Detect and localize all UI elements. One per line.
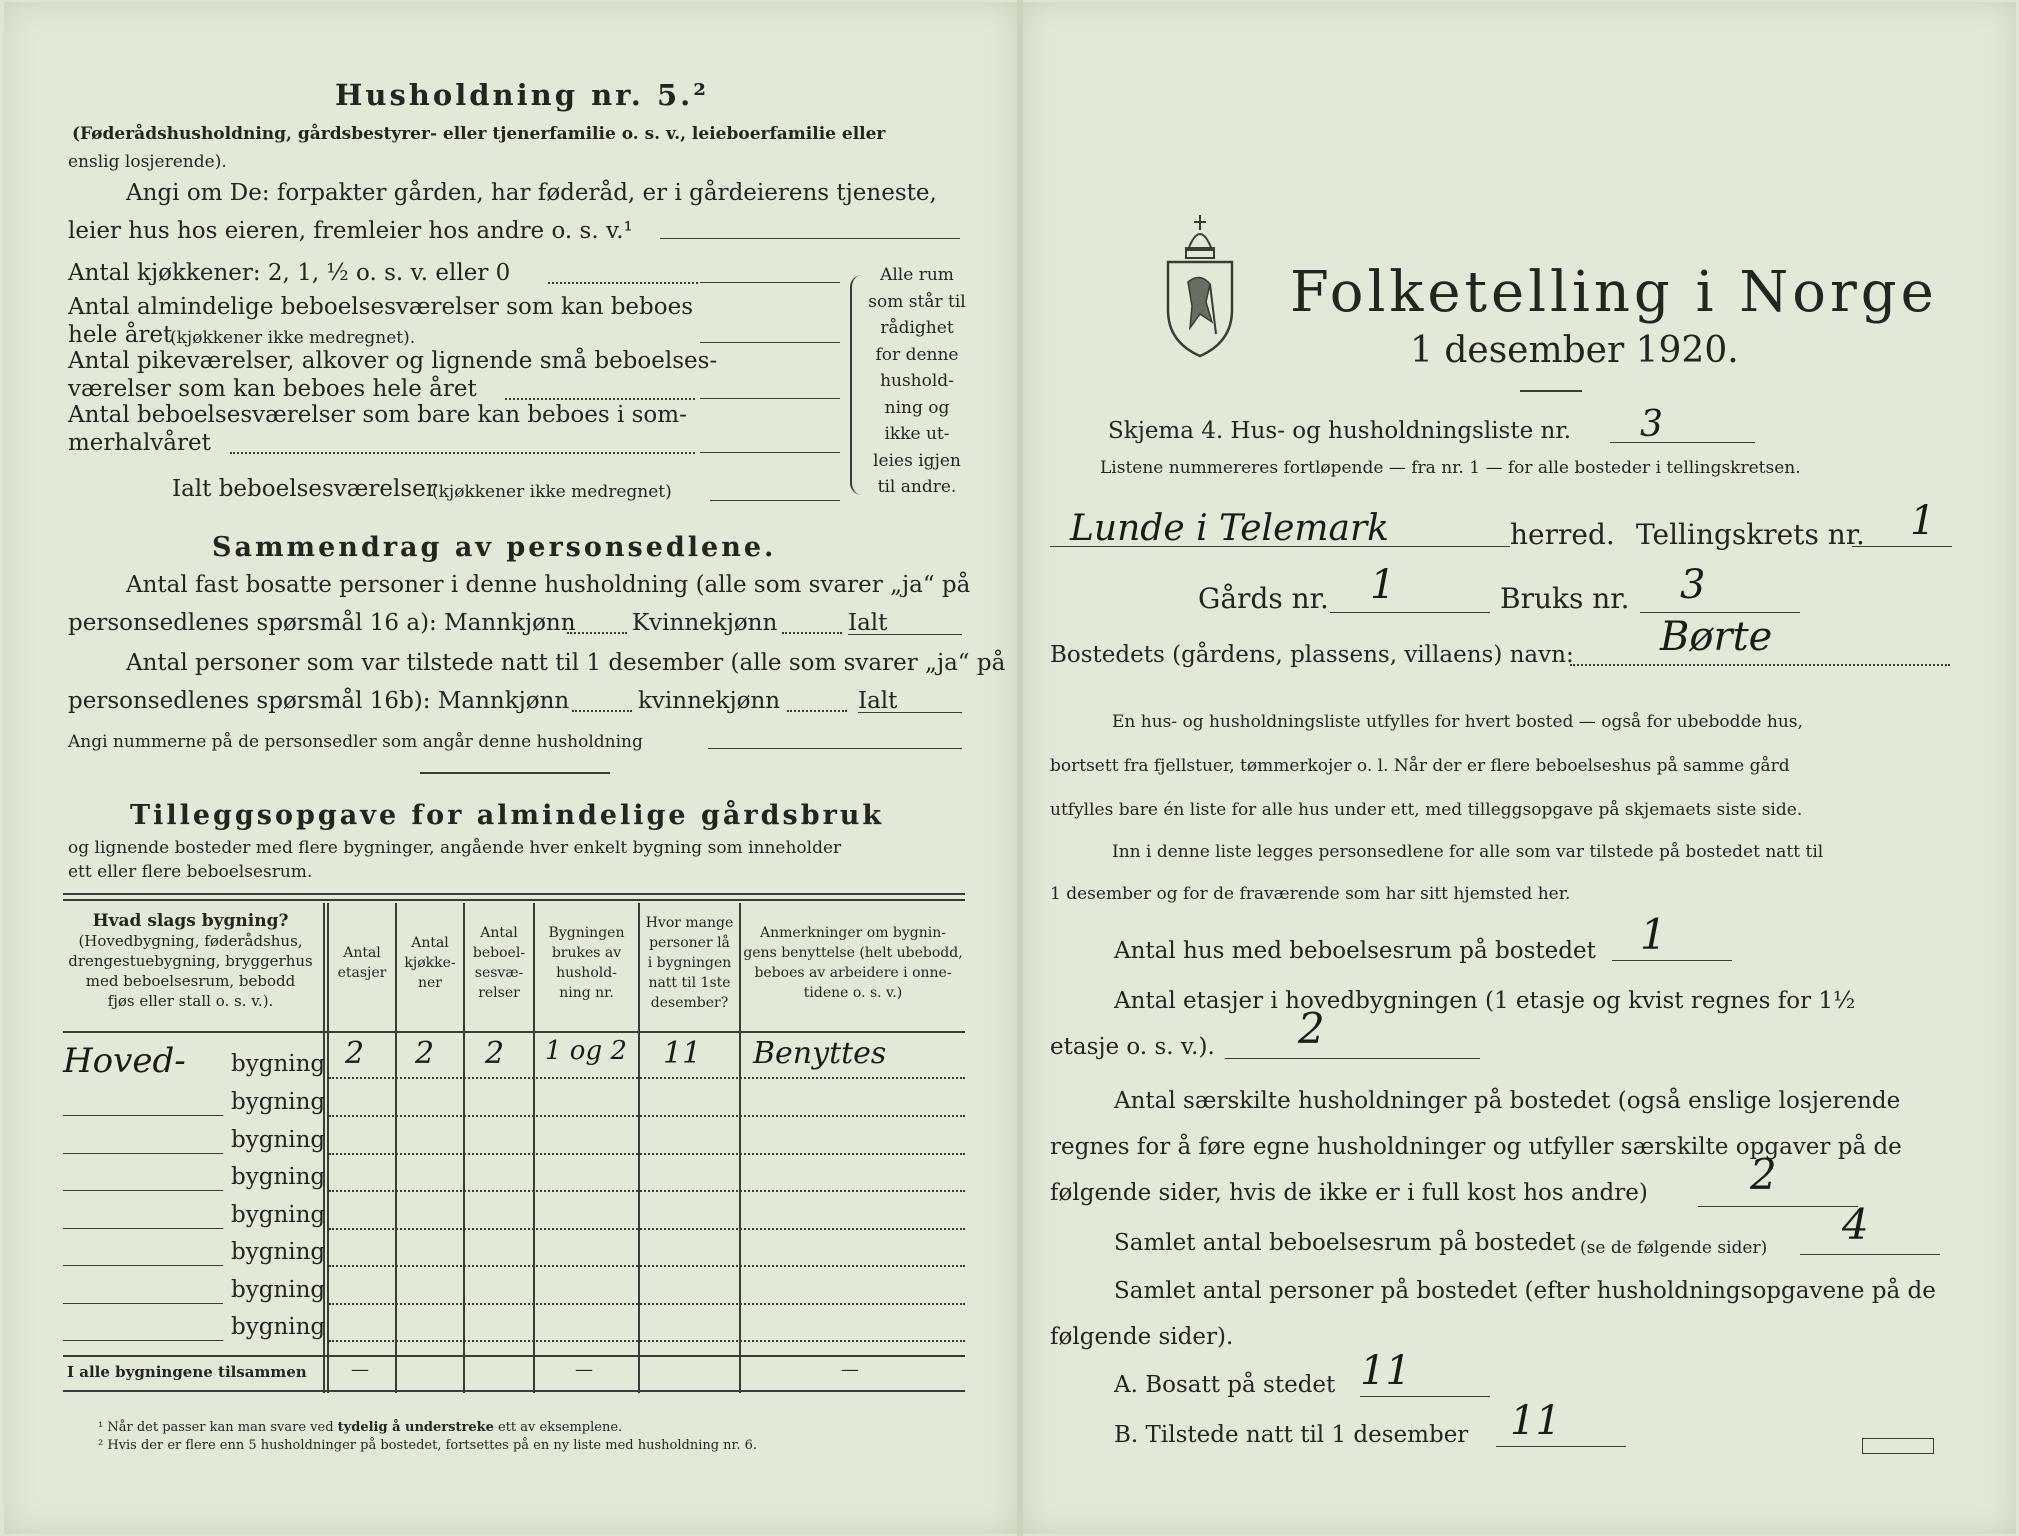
header-kitchens	[397, 933, 463, 993]
small-rooms-label: Antal pikeværelser, alkover og lignende små beboelses-	[68, 348, 718, 374]
header-text: relser	[478, 985, 520, 1001]
row1-remarks: Benyttes	[753, 1036, 887, 1071]
table-top-rule-2	[63, 899, 965, 901]
table-total-label: I alle bygningene tilsammen	[67, 1363, 307, 1381]
row-label: bygning	[231, 1089, 326, 1115]
supplement-line-2: ett eller flere beboelsesrum.	[68, 862, 313, 882]
summary-female-label: Kvinnekjønn	[632, 610, 778, 636]
header-text: ning nr.	[559, 985, 614, 1001]
header-floors	[329, 943, 395, 983]
summer-rooms-label: Antal beboelsesværelser som bare kan beboes i som-	[68, 402, 687, 428]
header-text: Hvad slags bygning?	[92, 911, 289, 931]
angi-line-1: Angi om De: forpakter gården, har føderåd, er i gårdeierens tjeneste,	[126, 180, 937, 206]
present-female-dots	[787, 710, 847, 712]
krets-line	[1852, 546, 1952, 547]
row-label: bygning	[231, 1127, 326, 1153]
row-dot-line	[329, 1153, 965, 1155]
row-name-line	[63, 1115, 223, 1116]
side-note-line: til andre.	[877, 477, 957, 497]
total-rooms-answer-line	[710, 500, 840, 501]
table-bottom-rule	[63, 1390, 965, 1392]
instruction-3: utfylles bare én liste for alle hus under ett, med tilleggsopgave på skjemaets siste side.	[1050, 800, 1803, 820]
supplement-line-1: og lignende bosteder med flere bygninger, angående hver enkelt bygning som inneholder	[68, 838, 842, 858]
instruction-5: 1 desember og for de fraværende som har sitt hjemsted her.	[1050, 884, 1571, 904]
header-text: personer lå	[649, 935, 730, 951]
row-label: bygning	[231, 1314, 326, 1340]
bosted-label: Bostedets (gårdens, plassens, villaens) navn:	[1050, 642, 1574, 668]
side-note	[862, 262, 972, 501]
houses-value: 1	[1640, 910, 1667, 959]
header-text: med beboelsesrum, bebodd	[85, 972, 296, 990]
summary-line-1: Antal fast bosatte personer i denne husholdning (alle som svarer „ja“ på	[126, 572, 971, 598]
header-text: Antal	[480, 925, 518, 941]
footnote-1-end: ett av eksemplene.	[498, 1420, 623, 1435]
present-male-dots	[572, 710, 632, 712]
row1-kitchens: 2	[415, 1036, 435, 1071]
schema-number-line	[1610, 442, 1755, 443]
building-table	[63, 893, 965, 1393]
rooms-label: Antal almindelige beboelsesværelser som kan beboes	[68, 294, 694, 320]
side-note-line: leies igjen	[873, 450, 961, 471]
bruks-label: Bruks nr.	[1500, 582, 1630, 615]
header-text: tidene o. s. v.)	[803, 985, 903, 1001]
gards-line	[1330, 612, 1490, 613]
header-text: gens benyttelse (helt ubebodd,	[743, 945, 963, 961]
schema-label: Skjema 4. Hus- og husholdningsliste nr.	[1108, 418, 1572, 444]
header-text: hushold-	[556, 965, 617, 981]
floors-label: Antal etasjer i hovedbygningen (1 etasje og kvist regnes for 1½	[1114, 988, 1856, 1014]
side-brace	[850, 275, 862, 495]
rooms-total-line	[1800, 1254, 1940, 1255]
rooms-answer-line	[700, 342, 840, 343]
row-dot-line	[329, 1190, 965, 1192]
header-text: drengestuebygning, bryggerhus	[68, 952, 313, 970]
rooms-total-note: (se de følgende sider)	[1580, 1238, 1768, 1258]
footnote-1	[98, 1420, 622, 1435]
bruks-number: 3	[1680, 562, 1706, 608]
instruction-1: En hus- og husholdningsliste utfylles for hvert bosted — også for ubebodde hus,	[1112, 712, 1803, 732]
houses-line	[1612, 960, 1732, 961]
households-value: 2	[1750, 1150, 1777, 1199]
summer-rooms-dots	[230, 452, 695, 454]
form-title: Folketelling i Norge	[1290, 260, 1938, 325]
side-note-line: ikke ut-	[884, 424, 950, 444]
header-text: Antal	[411, 935, 449, 951]
table-header-rule	[63, 1031, 965, 1033]
row-label: bygning	[231, 1164, 326, 1190]
rooms-total-label: Samlet antal beboelsesrum på bostedet	[1114, 1230, 1576, 1256]
header-text: etasjer	[337, 965, 387, 981]
header-text: brukes av	[551, 945, 622, 961]
summary-total-line	[848, 634, 962, 635]
instruction-4: Inn i denne liste legges personsedlene for alle som var tilstede på bostedet natt til	[1112, 842, 1824, 862]
household-intro-2: enslig losjerende).	[68, 152, 227, 172]
side-note-line: hushold-	[880, 371, 954, 391]
schema-number: 3	[1640, 404, 1663, 445]
present-total-line	[858, 712, 962, 713]
small-rooms-label-2: værelser som kan beboes hele året	[68, 376, 477, 402]
supplement-title: Tilleggsopgave for almindelige gårdsbruk	[130, 800, 885, 831]
houses-label: Antal hus med beboelsesrum på bostedet	[1114, 938, 1596, 964]
footnote-1-text: ¹ Når det passer kan man svare ved	[98, 1420, 334, 1435]
header-text: i bygningen	[647, 955, 732, 971]
present-line-2: personsedlenes spørsmål 16b): Mannkjønn	[68, 688, 570, 714]
table-top-rule	[63, 893, 965, 895]
resident-value: 11	[1360, 1348, 1411, 1394]
total-floors-dash: —	[351, 1359, 369, 1380]
angi-answer-line	[660, 238, 960, 239]
summary-title: Sammendrag av personsedlene.	[212, 532, 777, 563]
row-name-line	[63, 1303, 223, 1304]
households-line	[1698, 1206, 1858, 1207]
row-dot-line	[329, 1077, 965, 1079]
side-note-line: for denne	[875, 344, 959, 365]
rooms-total-value: 4	[1842, 1200, 1869, 1249]
table-total-rule	[63, 1355, 965, 1357]
present-value: 11	[1510, 1398, 1561, 1444]
kitchens-answer-line	[700, 282, 840, 283]
present-total-label: Ialt	[858, 688, 898, 714]
row-label: bygning	[231, 1239, 326, 1265]
header-household	[535, 923, 638, 1003]
list-note: Listene nummereres fortløpende — fra nr. 1 — for alle bosteder i tellingskretsen.	[1100, 458, 1801, 478]
header-persons	[640, 913, 739, 1013]
row-dot-line	[329, 1340, 965, 1342]
angi-line-2: leier hus hos eieren, fremleier hos andre o. s. v.¹	[68, 218, 633, 244]
header-rooms	[465, 923, 533, 1003]
row-label: bygning	[231, 1202, 326, 1228]
row1-rooms: 2	[485, 1036, 505, 1071]
header-text: (Hovedbygning, føderådshus,	[78, 932, 303, 950]
summer-rooms-answer-line	[700, 452, 840, 453]
kitchens-dots	[548, 282, 698, 284]
present-female-label: kvinnekjønn	[638, 688, 781, 714]
summary-line-2: personsedlenes spørsmål 16 a): Mannkjønn	[68, 610, 576, 636]
present-line	[1496, 1446, 1626, 1447]
header-text: Antal	[343, 945, 381, 961]
header-text: Hvor mange	[645, 915, 734, 931]
krets-label: Tellingskrets nr.	[1636, 518, 1865, 551]
summary-male-dots	[567, 632, 627, 634]
floors-line	[1225, 1058, 1480, 1059]
side-note-line: Alle rum	[880, 265, 954, 285]
herred-value: Lunde i Telemark	[1070, 508, 1389, 549]
resident-line	[1360, 1396, 1490, 1397]
households-label-3: følgende sider, hvis de ikke er i full kost hos andre)	[1050, 1180, 1648, 1206]
total-rooms-note: (kjøkkener ikke medregnet)	[432, 482, 672, 502]
row-name-line	[63, 1265, 223, 1266]
instruction-2: bortsett fra fjellstuer, tømmerkojer o. l. Når der er flere beboelseshus på samme gård	[1050, 756, 1790, 776]
kitchens-label: Antal kjøkkener: 2, 1, ½ o. s. v. eller 0	[68, 260, 511, 286]
header-text: desember?	[650, 995, 729, 1011]
row-name-line	[63, 1153, 223, 1154]
header-text: Bygningen	[548, 925, 625, 941]
footnote-1-bold: tydelig å understreke	[337, 1420, 494, 1435]
form-date: 1 desember 1920.	[1410, 330, 1739, 371]
title-divider	[1520, 390, 1582, 392]
row-dot-line	[329, 1228, 965, 1230]
present-label: B. Tilstede natt til 1 desember	[1114, 1422, 1469, 1448]
rooms-label-note: (kjøkkener ikke medregnet).	[170, 328, 416, 348]
resident-label: A. Bosatt på stedet	[1114, 1372, 1336, 1398]
summer-rooms-label-2: merhalvåret	[68, 430, 211, 456]
small-rooms-dots	[505, 398, 695, 400]
krets-number: 1	[1910, 498, 1936, 544]
header-text: natt til 1ste	[648, 975, 731, 991]
gards-label: Gårds nr.	[1198, 582, 1329, 615]
bosted-line	[1570, 664, 1950, 666]
row-dot-line	[329, 1115, 965, 1117]
rooms-label-2: hele året	[68, 322, 173, 348]
header-text: beboel-	[472, 945, 526, 961]
bosted-value: Børte	[1660, 614, 1773, 660]
header-text: sesvæ-	[474, 965, 524, 981]
gards-number: 1	[1370, 562, 1396, 608]
header-text: ner	[418, 975, 442, 991]
row1-persons: 11	[663, 1036, 702, 1071]
persons-total-label: Samlet antal personer på bostedet (efter husholdningsopgavene på de	[1114, 1278, 1936, 1304]
person-numbers-line	[708, 748, 962, 749]
summary-total-label: Ialt	[848, 610, 888, 636]
total-remarks-dash: —	[841, 1359, 859, 1380]
printer-mark	[1862, 1438, 1934, 1454]
present-line-1: Antal personer som var tilstede natt til 1 desember (alle som svarer „ja“ på	[126, 650, 1006, 676]
header-text: beboes av arbeidere i onne-	[754, 965, 952, 981]
small-rooms-answer-line	[700, 398, 840, 399]
row1-building-name: Hoved-	[63, 1041, 186, 1081]
floors-value: 2	[1298, 1004, 1325, 1053]
row1-floors: 2	[345, 1036, 365, 1071]
person-numbers-label: Angi nummerne på de personsedler som angår denne husholdning	[68, 732, 643, 752]
households-label-2: regnes for å føre egne husholdninger og utfyller særskilte opgaver på de	[1050, 1134, 1902, 1160]
total-household-dash: —	[575, 1359, 593, 1380]
household-title: Husholdning nr. 5.²	[335, 78, 709, 112]
row-name-line	[63, 1190, 223, 1191]
side-note-line: som står til	[868, 291, 966, 312]
herred-label: herred.	[1510, 518, 1615, 551]
bruks-line	[1640, 612, 1800, 613]
row-name-line	[63, 1228, 223, 1229]
persons-total-label-2: følgende sider).	[1050, 1324, 1234, 1350]
header-text: kjøkke-	[404, 955, 456, 971]
footnote-2: ² Hvis der er flere enn 5 husholdninger på bostedet, fortsettes på en ny liste med husholdning nr. 6.	[98, 1438, 758, 1453]
summary-female-dots	[782, 632, 842, 634]
header-building-type	[63, 911, 318, 1011]
row1-household: 1 og 2	[545, 1036, 627, 1066]
total-rooms-label: Ialt beboelsesværelser	[172, 476, 437, 502]
herred-line	[1050, 546, 1510, 547]
row-dot-line	[329, 1303, 965, 1305]
side-note-line: rådighet	[880, 318, 954, 338]
side-note-line: ning og	[884, 397, 950, 418]
row-name-line	[63, 1340, 223, 1341]
header-text: fjøs eller stall o. s. v.).	[107, 992, 274, 1010]
divider	[420, 772, 610, 774]
household-intro: (Føderådshusholdning, gårdsbestyrer- eller tjenerfamilie o. s. v., leieboerfamilie eller	[72, 124, 886, 144]
norway-coat-of-arms-icon	[1160, 210, 1240, 360]
header-text: Anmerkninger om bygnin-	[760, 925, 946, 941]
households-label: Antal særskilte husholdninger på bostedet (også enslige losjerende	[1114, 1088, 1901, 1114]
floors-label-2: etasje o. s. v.).	[1050, 1034, 1215, 1060]
row-label: bygning	[231, 1277, 326, 1303]
row-label: bygning	[231, 1051, 326, 1077]
row-dot-line	[329, 1265, 965, 1267]
header-remarks	[741, 923, 965, 1003]
